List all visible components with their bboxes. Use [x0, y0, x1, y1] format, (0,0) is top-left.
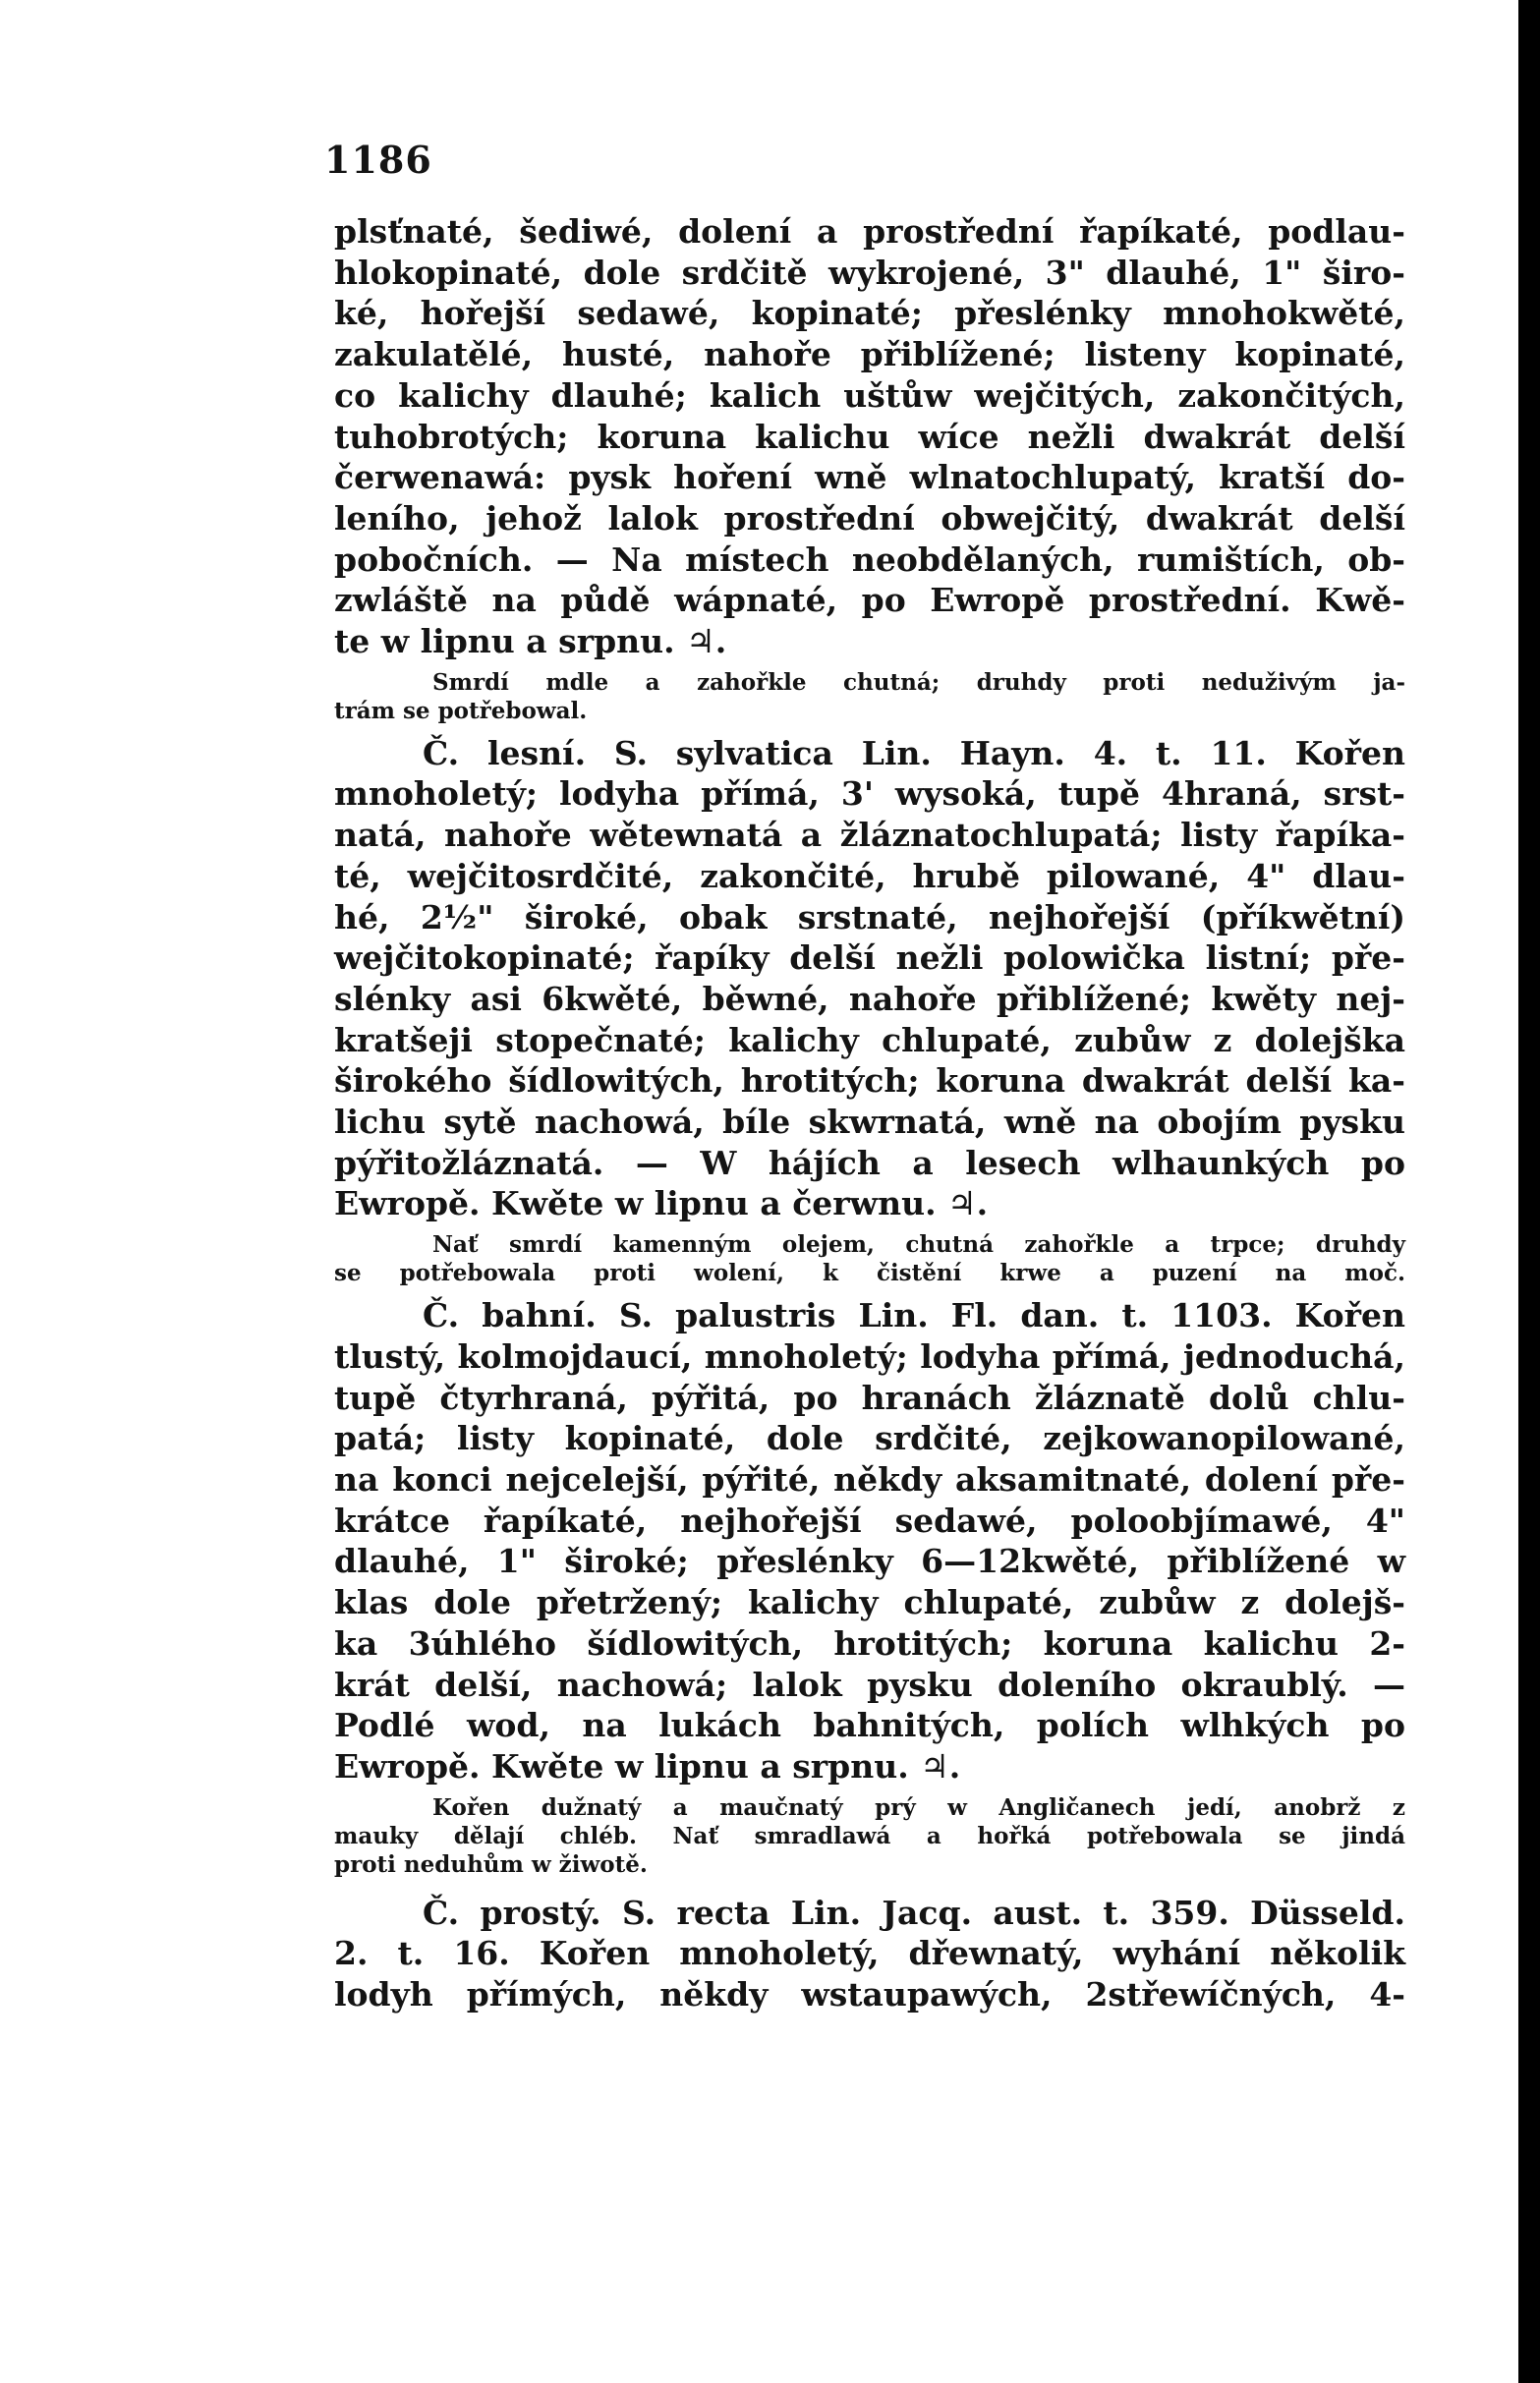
text-line: slénky asi 6kwěté, běwné, nahoře přiblížené; kwěty nej- — [334, 979, 1405, 1018]
note-line: se potřebowala proti wolení, k čistění krwe a puzení na moč. — [334, 1260, 1405, 1287]
text-line: natá, nahoře wětewnatá a žláznatochlupatá; listy řapíka- — [334, 816, 1405, 855]
text-line: Ewropě. Kwěte w lipnu a srpnu. ♃. — [334, 1746, 961, 1786]
note-line: mauky dělají chléb. Nať smradlawá a hořká potřebowala se jindá — [334, 1822, 1405, 1849]
text-line: zwláště na půdě wápnaté, po Ewropě prostřední. Kwě- — [334, 581, 1405, 620]
usage-note — [334, 668, 1405, 725]
text-line: plsťnaté, šediwé, dolení a prostřední řapíkaté, podlau- — [334, 212, 1405, 251]
text-line: hlokopinaté, dole srdčitě wykrojené, 3" dlauhé, 1" širo- — [334, 253, 1405, 292]
species-heading-line: Č. lesní. S. sylvatica Lin. Hayn. 4. t. 11. Kořen — [423, 733, 1405, 772]
text-line: zakulatělé, husté, nahoře přiblížené; listeny kopinaté, — [334, 335, 1405, 374]
text-line: dlauhé, 1" široké; přeslénky 6—12kwěté, přiblížené w — [334, 1542, 1405, 1581]
text-line: širokého šídlowitých, hrotitých; koruna dwakrát delší ka- — [334, 1061, 1405, 1101]
text-line: té, wejčitosrdčité, zakončité, hrubě pilowané, 4" dlau- — [334, 856, 1405, 895]
text-line: co kalichy dlauhé; kalich uštůw wejčitých, zakončitých, — [334, 375, 1405, 415]
note-line: trám se potřebowal. — [334, 697, 588, 724]
text-line: krátce řapíkaté, nejhořejší sedawé, poloobjímawé, 4" — [334, 1501, 1405, 1540]
text-line: patá; listy kopinaté, dole srdčité, zejkowanopilowané, — [334, 1419, 1405, 1458]
species-entry-lesni — [334, 733, 1405, 1224]
text-line: Ewropě. Kwěte w lipnu a čerwnu. ♃. — [334, 1184, 989, 1223]
text-line: pobočních. — Na místech neobdělaných, rumištích, ob- — [334, 539, 1405, 579]
text-line: lichu sytě nachowá, bíle skwrnatá, wně na obojím pysku — [334, 1103, 1405, 1142]
text-line: klas dole přetržený; kalichy chlupaté, zubůw z dolejš- — [334, 1583, 1405, 1622]
text-line: hé, 2½" široké, obak srstnaté, nejhořejší (příkwětní) — [334, 897, 1405, 936]
text-line: kratšeji stopečnaté; kalichy chlupaté, zubůw z dolejška — [334, 1020, 1405, 1059]
text-line: te w lipnu a srpnu. ♃. — [334, 622, 727, 661]
text-line: mnoholetý; lodyha přímá, 3' wysoká, tupě 4hraná, srst- — [334, 774, 1405, 814]
text-line: tlustý, kolmojdaucí, mnoholetý; lodyha přímá, jednoduchá, — [334, 1336, 1405, 1376]
usage-note — [334, 1230, 1405, 1287]
page-content — [334, 211, 1405, 2015]
text-line: leního, jehož lalok prostřední obwejčitý, dwakrát delší — [334, 498, 1405, 538]
note-line: Kořen dužnatý a maučnatý prý w Angličanech jedí, anobrž z — [432, 1793, 1405, 1821]
text-line: čerwenawá: pysk hoření wně wlnatochlupatý, kratší do- — [334, 458, 1405, 497]
paragraph-continuation — [334, 211, 1405, 662]
scan-edge — [1518, 0, 1540, 2383]
text-line: krát delší, nachowá; lalok pysku doleního okraublý. — — [334, 1665, 1405, 1704]
species-entry-bahni — [334, 1295, 1405, 1787]
species-entry-prosty — [334, 1893, 1405, 2015]
text-line: ké, hořejší sedawé, kopinaté; přeslénky mnohokwěté, — [334, 294, 1405, 333]
text-line: lodyh přímých, někdy wstaupawých, 2střewíčných, 4- — [334, 1975, 1405, 2014]
text-line: wejčitokopinaté; řapíky delší nežli polowička listní; pře- — [334, 938, 1405, 978]
page-number: 1186 — [324, 138, 432, 182]
usage-note — [334, 1793, 1405, 1879]
note-line: proti neduhům w žiwotě. — [334, 1850, 648, 1878]
text-line: ka 3úhlého šídlowitých, hrotitých; koruna kalichu 2- — [334, 1623, 1405, 1663]
text-line: tupě čtyrhraná, pýřitá, po hranách žláznatě dolů chlu- — [334, 1378, 1405, 1417]
text-line: 2. t. 16. Kořen mnoholetý, dřewnatý, wyhání několik — [334, 1934, 1405, 1973]
text-line: tuhobrotých; koruna kalichu wíce nežli dwakrát delší — [334, 417, 1405, 456]
note-line: Smrdí mdle a zahořkle chutná; druhdy proti neduživým ja- — [432, 668, 1405, 696]
text-line: na konci nejcelejší, pýřité, někdy aksamitnaté, dolení pře- — [334, 1459, 1405, 1499]
note-line: Nať smrdí kamenným olejem, chutná zahořkle a trpce; druhdy — [432, 1231, 1405, 1259]
species-heading-line: Č. prostý. S. recta Lin. Jacq. aust. t. 359. Düsseld. — [423, 1893, 1405, 1932]
text-line: pýřitožláznatá. — W hájích a lesech wlhaunkých po — [334, 1143, 1405, 1182]
text-line: Podlé wod, na lukách bahnitých, polích wlhkých po — [334, 1706, 1405, 1745]
species-heading-line: Č. bahní. S. palustris Lin. Fl. dan. t. 1103. Kořen — [423, 1296, 1405, 1335]
